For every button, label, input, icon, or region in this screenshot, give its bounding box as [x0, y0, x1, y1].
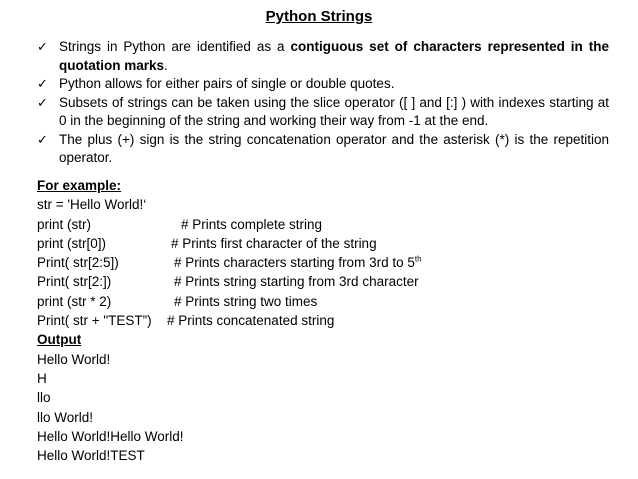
output-line: Hello World!TEST	[37, 448, 145, 464]
code-text: Print( str + "TEST”)	[37, 313, 152, 329]
code-comment: # Prints string two times	[174, 293, 318, 309]
bullet-item	[37, 94, 609, 131]
ordinal-suffix: th	[414, 254, 422, 264]
checkmark-icon: ✓	[37, 76, 48, 91]
bullet-bold-text: contiguous set of characters represented in the quotation marks	[59, 39, 609, 73]
bullet-item	[37, 75, 609, 94]
bullet-item	[37, 131, 609, 168]
code-text: print (str)	[37, 216, 91, 232]
output-line: H	[37, 370, 47, 386]
code-line	[37, 253, 627, 272]
bullet-text: The plus (+) sign is the string concatenation operator and the asterisk (*) is the repetition operator.	[59, 131, 609, 165]
example-section	[37, 176, 627, 465]
code-text: Print( str[2:5])	[37, 255, 119, 271]
bullet-text: Strings in Python are identified as a	[59, 39, 291, 54]
code-line	[37, 215, 627, 234]
code-comment: # Prints string starting from 3rd character	[174, 274, 419, 290]
bullet-list	[37, 38, 609, 168]
checkmark-icon: ✓	[37, 131, 48, 147]
example-heading: For example:	[37, 178, 122, 193]
code-line	[37, 234, 627, 253]
code-comment	[174, 253, 422, 272]
code-comment-text: # Prints characters starting from 3rd to 5	[174, 255, 415, 271]
output-line: Hello World!	[37, 351, 111, 367]
page-title: Python Strings	[265, 8, 373, 25]
code-line	[37, 311, 627, 330]
output-line: Hello World!Hello World!	[37, 428, 184, 444]
code-comment: # Prints complete string	[181, 216, 323, 232]
code-text: print (str[0])	[37, 235, 107, 251]
checkmark-icon: ✓	[37, 94, 48, 110]
output-heading: Output	[37, 332, 82, 348]
code-line	[37, 292, 627, 311]
output-line: llo	[37, 390, 51, 406]
code-line	[37, 272, 627, 291]
bullet-item	[37, 38, 609, 75]
code-comment: # Prints first character of the string	[171, 235, 377, 251]
code-comment: # Prints concatenated string	[167, 313, 335, 329]
bullet-text: Subsets of strings can be taken using the slice operator ([ ] and [:] ) with indexes starting at 0 in the beginning of the string and working their way from -1 at the end.	[59, 94, 609, 128]
code-text: str = 'Hello World!‘	[37, 197, 147, 213]
bullet-text: Python allows for either pairs of single or double quotes.	[59, 76, 395, 91]
code-text: Print( str[2:])	[37, 274, 112, 290]
output-line: llo World!	[37, 409, 94, 425]
code-text: print (str * 2)	[37, 293, 112, 309]
bullet-text-end: .	[164, 57, 168, 73]
checkmark-icon: ✓	[37, 39, 48, 54]
code-line	[37, 195, 627, 214]
